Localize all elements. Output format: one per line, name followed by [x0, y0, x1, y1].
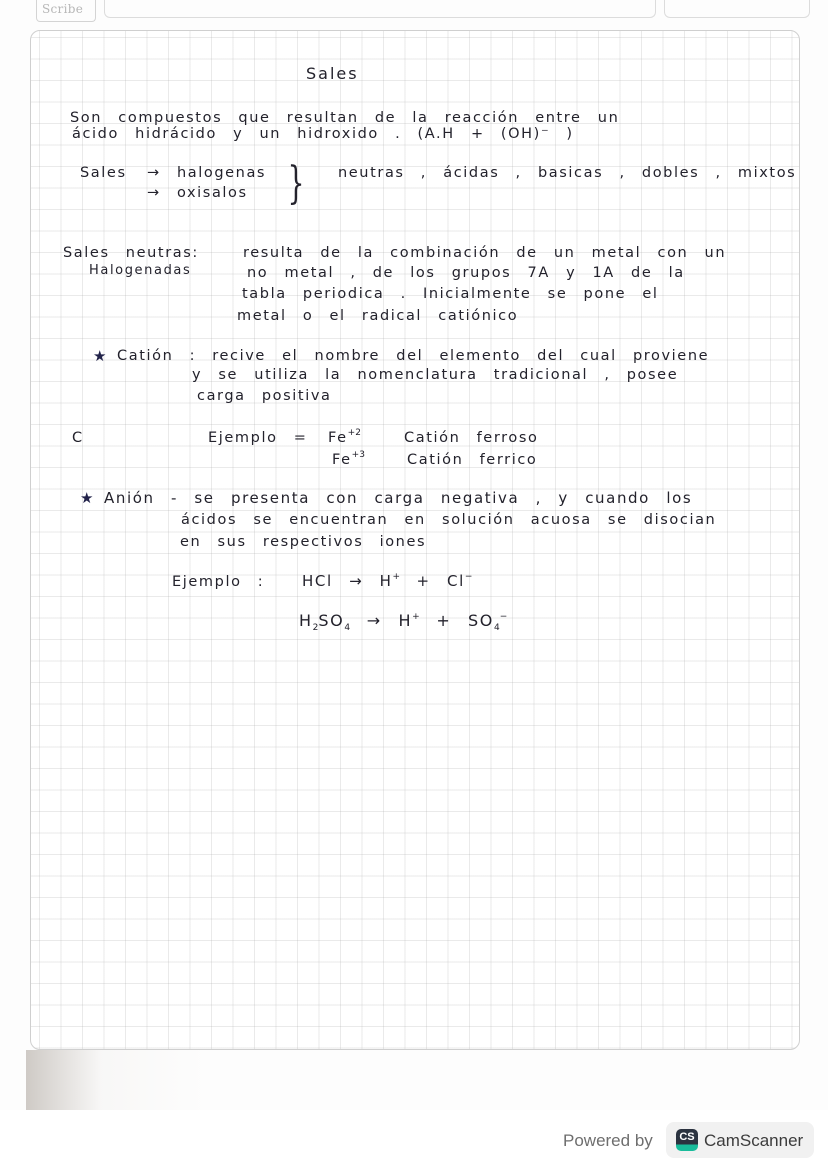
cation-example-2-ion	[332, 451, 365, 468]
star-bullet-icon: ★	[93, 347, 109, 365]
anion-example-2-equation: $H_2SO_4 \to H^+ + SO_4^-$	[299, 611, 508, 633]
margin-mark: C	[72, 430, 84, 446]
classification-oxisales: → oxisalos	[147, 185, 248, 201]
ion-symbol: Fe	[328, 430, 348, 446]
cation-line-3: carga positiva	[197, 388, 332, 404]
page-title: Sales	[306, 64, 359, 83]
brace-symbol: }	[287, 158, 305, 209]
intro-line-2: ácido hidrácido y un hidroxido . (A.H + (OH)⁻ )	[72, 126, 574, 142]
cation-example-label: Ejemplo =	[208, 430, 308, 446]
cation-example-1-ion	[328, 429, 361, 446]
neutral-salts-def-2: no metal , de los grupos 7A y 1A de la	[247, 265, 685, 281]
intro-line-1: Son compuestos que resultan de la reacción entre un	[70, 110, 620, 126]
cation-example-2-name: Catión ferrico	[407, 452, 538, 468]
classification-halogenas: → halogenas	[147, 165, 267, 181]
arrow-icon: →	[349, 572, 364, 590]
header-subject-field	[104, 0, 656, 18]
scanner-footer	[0, 1110, 828, 1171]
camscanner-badge[interactable]	[666, 1122, 814, 1158]
notebook-brand: Scribe	[36, 0, 96, 22]
classification-types: neutras , ácidas , basicas , dobles , mixtos	[338, 165, 797, 181]
camscanner-logo-icon: CS	[676, 1129, 698, 1151]
anion-example-1-equation: HCl → H+ + Cl−	[302, 572, 473, 590]
cation-line-2: y se utiliza la nomenclatura tradicional , posee	[192, 367, 679, 383]
arrow-icon: →	[366, 611, 382, 630]
cation-example-1-name: Catión ferroso	[404, 430, 539, 446]
notebook-header	[36, 0, 816, 24]
cation-line-1: Catión : recive el nombre del elemento del cual proviene	[117, 348, 710, 364]
powered-by-label: Powered by	[563, 1131, 653, 1150]
ion-symbol: Fe	[332, 452, 352, 468]
ion-charge: +3	[351, 450, 365, 460]
anion-line-3: en sus respectivos iones	[180, 534, 427, 550]
star-bullet-icon: ★	[80, 489, 96, 507]
anion-line-2: ácidos se encuentran en solución acuosa se disocian	[181, 512, 717, 528]
neutral-salts-subterm: Halogenadas	[89, 263, 192, 278]
neutral-salts-def-3: tabla periodica . Inicialmente se pone el	[242, 286, 659, 302]
neutral-salts-term: Sales neutras:	[63, 245, 199, 261]
header-date-field	[664, 0, 810, 18]
anion-example-label: Ejemplo :	[172, 574, 265, 590]
anion-line-1: Anión - se presenta con carga negativa , y cuando los	[104, 489, 693, 507]
ion-charge: +2	[347, 428, 361, 438]
classification-label: Sales	[80, 165, 127, 181]
camscanner-name: CamScanner	[704, 1131, 804, 1150]
neutral-salts-def-1: resulta de la combinación de un metal con un	[243, 245, 727, 261]
neutral-salts-def-4: metal o el radical catiónico	[237, 308, 519, 324]
scan-edge-shadow	[26, 1050, 326, 1110]
